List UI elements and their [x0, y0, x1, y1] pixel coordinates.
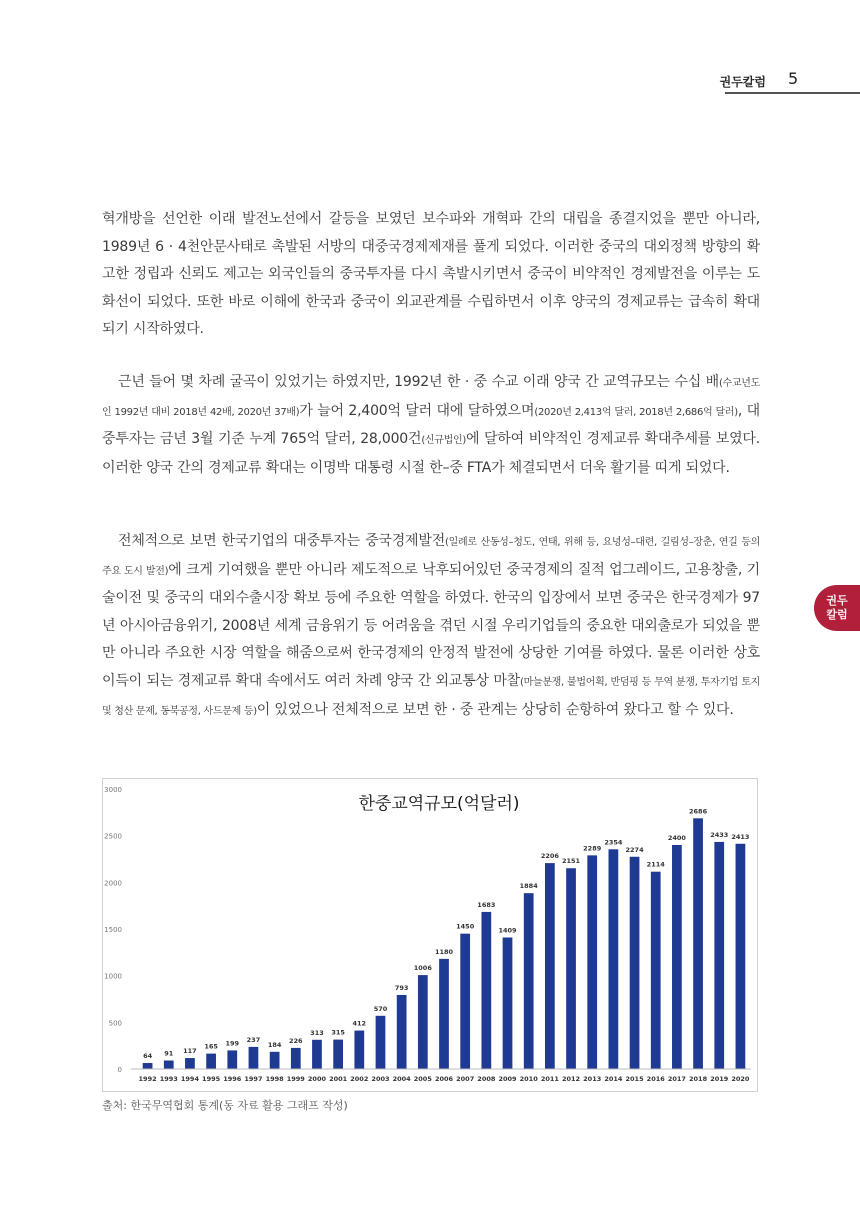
- data-label: 184: [267, 1040, 282, 1049]
- y-axis: [104, 786, 122, 1074]
- paragraph-2-text-c: 가 늘어 2,400억 달러 대에 달하였으며: [299, 402, 535, 419]
- paragraph-2-note-f: (신규법인): [421, 435, 466, 447]
- bar: [439, 959, 449, 1069]
- x-tick-label: 1997: [244, 1075, 263, 1083]
- bar: [736, 844, 746, 1069]
- bars: [143, 807, 750, 1069]
- bar: [333, 1040, 343, 1069]
- data-label: 2114: [646, 860, 665, 869]
- data-label: 2354: [604, 838, 623, 847]
- x-tick-label: 2015: [625, 1075, 644, 1083]
- x-tick-label: 1996: [223, 1075, 242, 1083]
- bar: [630, 857, 640, 1069]
- x-tick-label: 2020: [731, 1075, 750, 1083]
- x-tick-label: 2009: [498, 1075, 517, 1083]
- data-label: 1006: [413, 964, 432, 973]
- bar: [206, 1054, 216, 1069]
- page-header: [640, 66, 860, 90]
- source-note: 출처: 한국무역협회 통계(동 자료 활용 그래프 작성): [102, 1099, 348, 1112]
- chart-title: 한중교역규모(억달러): [358, 794, 520, 814]
- data-label: 570: [373, 1004, 388, 1013]
- x-tick-label: 2004: [392, 1075, 411, 1083]
- y-tick-label: 2000: [104, 879, 122, 888]
- data-label: 91: [164, 1049, 174, 1058]
- x-axis: [131, 1069, 751, 1083]
- bar: [460, 934, 470, 1069]
- y-tick-label: 500: [108, 1019, 122, 1028]
- data-label: 165: [204, 1042, 218, 1051]
- chart-canvas: [103, 779, 757, 1091]
- y-tick-label: 2500: [104, 832, 122, 841]
- bar: [270, 1052, 280, 1069]
- data-label: 793: [394, 983, 409, 992]
- bar: [481, 912, 491, 1069]
- x-tick-label: 2012: [561, 1075, 581, 1083]
- x-tick-label: 2001: [329, 1075, 348, 1083]
- paragraph-2-note-d: (2020년 2,413억 달러, 2018년 2,686억 달러): [534, 406, 738, 418]
- data-label: 1683: [477, 900, 496, 909]
- data-label: 313: [310, 1028, 324, 1037]
- y-tick-label: 0: [117, 1066, 122, 1074]
- x-tick-label: 1992: [138, 1075, 157, 1083]
- paragraph-3-text-e: 이 있었으나 전체적으로 보면 한 · 중 관계는 상당히 순항하여 왔다고 할 수 있다.: [256, 701, 734, 718]
- bar: [503, 937, 513, 1069]
- data-label: 1180: [434, 947, 454, 956]
- x-tick-label: 2014: [604, 1075, 623, 1083]
- y-tick-label: 1000: [104, 972, 122, 981]
- paragraph-3-note-d: (마늘분쟁, 불법어획, 반덤핑 등 무역 분쟁, 투자기업 토지 및 청산 문제, 동북공정, 사드문제 등): [102, 676, 761, 717]
- bar: [397, 995, 407, 1069]
- paragraph-2-text-e: , 대중투자는 금년 3월 기준 누계 765억 달러, 28,000건: [102, 402, 761, 448]
- data-label: 2686: [689, 807, 708, 816]
- x-tick-label: 1995: [202, 1075, 221, 1083]
- data-label: 315: [331, 1028, 345, 1037]
- bar: [227, 1050, 237, 1069]
- bar: [566, 868, 576, 1069]
- bar: [164, 1061, 174, 1069]
- bar: [714, 842, 724, 1069]
- bar: [312, 1040, 322, 1069]
- data-label: 117: [183, 1047, 197, 1056]
- x-tick-label: 1993: [159, 1075, 178, 1083]
- paragraph-2-note-a: (수교년도인 1992년 대비 2018년 42배, 2020년 37배): [102, 378, 760, 418]
- data-label: 2413: [731, 832, 750, 841]
- x-tick-label: 2010: [519, 1075, 538, 1083]
- x-tick-label: 2011: [540, 1075, 559, 1083]
- x-tick-label: 1994: [180, 1075, 199, 1083]
- side-tab-label: 권두 칼럼: [826, 594, 848, 621]
- x-tick-label: 2008: [477, 1075, 496, 1083]
- y-tick-label: 3000: [104, 786, 122, 794]
- data-label: 226: [289, 1036, 303, 1045]
- bar: [376, 1016, 386, 1069]
- data-label: 2151: [561, 857, 581, 866]
- bar: [249, 1047, 259, 1069]
- data-label: 2274: [625, 845, 644, 854]
- data-label: 64: [143, 1052, 153, 1061]
- data-label: 2400: [667, 834, 686, 842]
- data-label: 1450: [456, 922, 475, 931]
- bar: [291, 1048, 301, 1069]
- bar: [587, 855, 597, 1069]
- x-tick-label: 2019: [710, 1075, 729, 1083]
- bar: [693, 818, 703, 1069]
- x-tick-label: 2017: [667, 1075, 686, 1083]
- x-tick-label: 2005: [413, 1075, 432, 1083]
- bar: [185, 1058, 195, 1069]
- data-label: 2206: [540, 852, 559, 861]
- x-tick-label: 2000: [307, 1075, 327, 1083]
- trade-volume-chart: [102, 778, 758, 1092]
- data-label: 237: [246, 1035, 261, 1044]
- section-side-tab: [814, 585, 860, 631]
- section-title: 권두칼럼: [719, 75, 766, 89]
- bar: [143, 1063, 153, 1069]
- x-tick-label: 2013: [583, 1075, 602, 1083]
- x-tick-label: 2002: [350, 1075, 369, 1083]
- x-tick-label: 2016: [646, 1075, 665, 1083]
- bar: [651, 872, 661, 1069]
- paragraph-3: [102, 528, 760, 725]
- data-label: 199: [225, 1039, 240, 1048]
- data-label: 2433: [710, 830, 729, 839]
- bar: [418, 975, 428, 1069]
- x-tick-label: 1998: [265, 1075, 284, 1083]
- paragraph-1: 혁개방을 선언한 이래 발전노선에서 갈등을 보였던 보수파와 개혁파 간의 대립을 종결지었을 뿐만 아니라, 1989년 6 · 4천안문사태로 촉발된 서방의 대중국경제제재를 풀게 되었다. 이러한 중국의 대외정책 방향의 확고한 정립과 신뢰도 제고는 외국인들의 중국투자를 다시 촉발시키면서 중국이 비약적인 경제발전을 이루는 도화선이 되었다. 또한 바로 이해에 한국과 중국이 외교관계를 수립하면서 이후 양국의 경제교류는 급속히 확대되기 시작하였다.: [102, 211, 760, 338]
- bar: [672, 845, 682, 1069]
- y-tick-label: 1500: [104, 926, 122, 934]
- page-number: 5: [788, 69, 799, 88]
- bar: [545, 863, 555, 1069]
- paragraph-3-text-a: 전체적으로 보면 한국기업의 대중투자는 중국경제발전: [118, 533, 446, 549]
- bar: [524, 893, 534, 1069]
- x-tick-label: 2006: [434, 1075, 454, 1083]
- paragraph-2-text-g: 에 달하여 비약적인 경제교류 확대추세를 보였다. 이러한 양국 간의 경제교류 확대는 이명박 대통령 시절 한–중 FTA가 체결되면서 더욱 활기를 띠게 되었다.: [102, 431, 760, 476]
- paragraph-3-text-c: 에 크게 기여했을 뿐만 아니라 제도적으로 낙후되어있던 중국경제의 질적 업그레이드, 고용창출, 기술이전 및 중국의 대외수출시장 확보 등에 주요한 역할을 하였다. 한국의 입장에서 보면 중국은 한국경제가 97년 아시아금융위기, 2008년 세계 금융위기 등 어려움을 겪던 시절 우리기업들의 중요한 대외출로가 되었을 뿐만 아니라 주요한 시장 역할을 해줌으로써 한국경제의 안정적 발전에 상당한 기여를 하였다. 물론 이러한 상호 이득이 되는 경제교류 확대 속에서도 여러 차례 양국 간 외교통상 마찰: [102, 561, 760, 689]
- paragraph-2-text-a: 근년 들어 몇 차례 굴곡이 있었기는 하였지만, 1992년 한 · 중 수교 이래 양국 간 교역규모는 수십 배: [118, 374, 719, 390]
- data-label: 2289: [583, 844, 602, 853]
- paragraph-3-note-b: (일례로 산동성–청도, 연태, 위해 등, 요녕성–대련, 길림성–장춘, 연길 등의 주요 도시 발전): [102, 537, 760, 577]
- bar: [354, 1031, 364, 1069]
- paragraph-2: [102, 369, 760, 482]
- data-label: 1884: [519, 882, 538, 891]
- x-tick-label: 2018: [689, 1075, 708, 1083]
- x-tick-label: 1999: [286, 1075, 305, 1083]
- x-tick-label: 2003: [371, 1075, 390, 1083]
- bar: [609, 849, 619, 1069]
- data-label: 1409: [498, 926, 517, 935]
- data-label: 412: [352, 1019, 367, 1028]
- x-tick-label: 2007: [456, 1075, 475, 1083]
- header-rule: [725, 92, 860, 94]
